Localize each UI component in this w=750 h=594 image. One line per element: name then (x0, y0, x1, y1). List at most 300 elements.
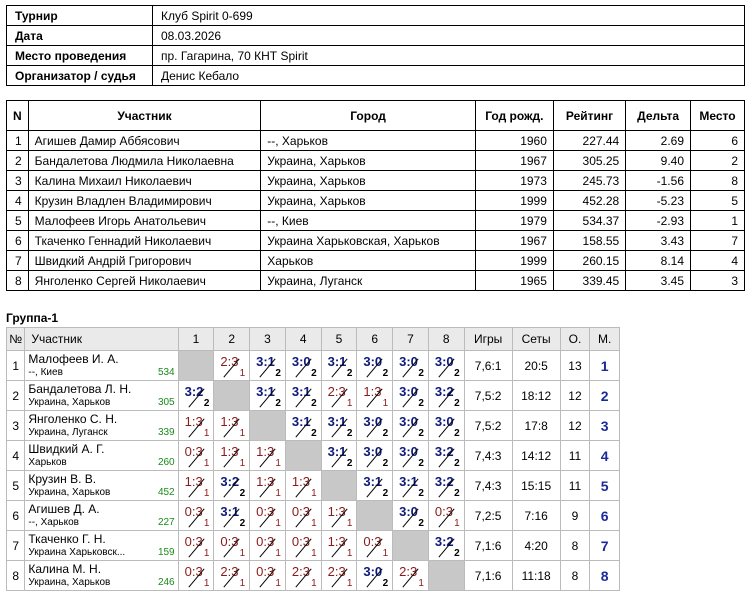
match-points: 1 (275, 548, 281, 559)
match-score: 2:3 (327, 384, 346, 399)
match-score-cell (178, 501, 214, 531)
player-name: Швидкий А. Г. (28, 442, 105, 456)
match-points: 2 (239, 518, 246, 529)
participant-cell: Украина Харьковская, Харьков (261, 231, 476, 251)
group-row-number: 3 (7, 411, 25, 441)
match-score: 3:1 (363, 474, 383, 489)
player-name: Янголенко С. Н. (28, 412, 118, 426)
match-score: 2:3 (327, 564, 346, 579)
match-score: 1:3 (184, 474, 203, 489)
match-score: 0:3 (291, 534, 310, 549)
group-header-cell: 3 (250, 328, 286, 351)
participant-cell: Бандалетова Людмила Николаевна (28, 151, 261, 171)
table-row (7, 411, 620, 441)
group-row-number: 7 (7, 531, 25, 561)
player-city: --, Харьков (28, 517, 79, 528)
group-header-cell: № (7, 328, 25, 351)
group-points: 11 (560, 471, 590, 501)
group-row-number: 1 (7, 351, 25, 381)
player-city: Харьков (28, 457, 67, 468)
match-score-cell (214, 441, 250, 471)
match-score-cell (357, 531, 393, 561)
participants-header-cell: Рейтинг (553, 101, 625, 131)
match-score: 3:0 (399, 354, 418, 369)
match-score: 2:3 (220, 564, 239, 579)
participant-cell: 4 (7, 191, 29, 211)
player-rating: 305 (157, 397, 175, 408)
match-points: 2 (275, 398, 281, 409)
match-points: 1 (203, 518, 210, 529)
participant-cell: Агишев Дамир Аббясович (28, 131, 261, 151)
participant-cell: Швидкий Андрій Григорович (28, 251, 261, 271)
match-score: 3:0 (363, 564, 383, 579)
group-points: 8 (560, 561, 590, 591)
match-score: 3:1 (291, 384, 311, 399)
group-games: 7,2:5 (464, 501, 512, 531)
participant-cell: 158.55 (553, 231, 625, 251)
match-score-cell (393, 351, 429, 381)
match-score: 3:1 (327, 444, 347, 459)
match-score: 3:0 (399, 384, 418, 399)
participant-cell: 5 (691, 191, 745, 211)
match-points: 1 (346, 578, 353, 589)
match-score: 0:3 (434, 504, 453, 519)
group-sets: 7:16 (512, 501, 560, 531)
group-header-row (7, 328, 620, 351)
player-name: Калина М. Н. (28, 562, 102, 576)
group-player (25, 471, 178, 501)
match-score: 3:2 (434, 444, 454, 459)
participant-cell: 1 (691, 211, 745, 231)
match-score: 1:3 (256, 444, 275, 459)
group-points: 12 (560, 381, 590, 411)
diagonal-cell (393, 531, 429, 561)
participant-cell: 2.69 (626, 131, 691, 151)
match-points: 1 (311, 488, 317, 499)
match-score-cell (214, 531, 250, 561)
group-sets: 11:18 (512, 561, 560, 591)
group-games: 7,1:6 (464, 561, 512, 591)
match-points: 2 (454, 428, 460, 439)
match-score: 3:0 (363, 444, 383, 459)
group-games: 7,4:3 (464, 471, 512, 501)
participant-cell: Малофеев Игорь Анатольевич (28, 211, 261, 231)
participant-cell: 3 (691, 271, 745, 291)
group-header-cell: Игры (464, 328, 512, 351)
participant-cell: 2 (691, 151, 745, 171)
match-points: 2 (346, 368, 353, 379)
group-sets: 18:12 (512, 381, 560, 411)
match-score: 1:3 (220, 414, 239, 429)
table-row (7, 211, 745, 231)
diagonal-cell (285, 441, 321, 471)
match-score: 0:3 (184, 564, 203, 579)
player-name: Бандалетова Л. Н. (28, 382, 132, 396)
match-points: 1 (311, 548, 317, 559)
participant-cell: 227.44 (553, 131, 625, 151)
match-points: 2 (311, 398, 317, 409)
player-city: Украина, Луганск (28, 427, 108, 438)
info-key: Организатор / судья (7, 66, 153, 86)
group-player (25, 411, 178, 441)
match-score-cell (285, 411, 321, 441)
group-games: 7,5:2 (464, 381, 512, 411)
group-games: 7,4:3 (464, 441, 512, 471)
player-city: Украина, Харьков (28, 397, 111, 408)
table-row (7, 561, 620, 591)
table-row (7, 381, 620, 411)
group-header-cell: 6 (357, 328, 393, 351)
participant-cell: 9.40 (626, 151, 691, 171)
match-points: 2 (239, 488, 246, 499)
match-score: 3:0 (399, 504, 418, 519)
participants-table (6, 100, 745, 291)
match-points: 1 (382, 398, 389, 409)
participant-cell: 1973 (475, 171, 553, 191)
match-points: 1 (346, 518, 353, 529)
info-row (7, 66, 745, 86)
match-points: 2 (382, 428, 389, 439)
participant-cell: 4 (691, 251, 745, 271)
match-points: 1 (239, 368, 246, 379)
info-key: Турнир (7, 6, 153, 26)
match-score-cell (285, 381, 321, 411)
player-meta (28, 577, 174, 589)
match-score-cell (321, 531, 357, 561)
group-points: 8 (560, 531, 590, 561)
match-score: 0:3 (256, 504, 275, 519)
participants-header-cell: Участник (28, 101, 261, 131)
match-score-cell (428, 501, 464, 531)
table-row (7, 191, 745, 211)
match-points: 1 (239, 428, 246, 439)
participant-cell: 6 (691, 131, 745, 151)
match-score-cell (214, 471, 250, 501)
match-score-cell (178, 441, 214, 471)
participant-cell: 1979 (475, 211, 553, 231)
group-games: 7,1:6 (464, 531, 512, 561)
participant-cell: 534.37 (553, 211, 625, 231)
match-score-cell (393, 561, 429, 591)
table-row (7, 441, 620, 471)
match-score-cell (357, 561, 393, 591)
match-points: 1 (454, 518, 460, 529)
match-score: 2:3 (291, 564, 310, 579)
participants-header-cell: Город (261, 101, 476, 131)
match-score: 3:0 (363, 354, 383, 369)
player-name: Ткаченко Г. Н. (28, 532, 106, 546)
match-score-cell (357, 441, 393, 471)
match-score-cell (214, 561, 250, 591)
match-score: 3:2 (184, 384, 204, 399)
player-meta (28, 427, 174, 439)
match-points: 1 (203, 428, 210, 439)
match-score-cell (428, 531, 464, 561)
match-points: 1 (203, 548, 210, 559)
participant-cell: 1999 (475, 251, 553, 271)
info-value: Клуб Spirit 0-699 (153, 6, 745, 26)
group-header-cell: 7 (393, 328, 429, 351)
table-row (7, 501, 620, 531)
participant-cell: 8 (7, 271, 29, 291)
match-points: 1 (203, 578, 210, 589)
group-player (25, 561, 178, 591)
match-score-cell (285, 351, 321, 381)
participants-header-cell: N (7, 101, 29, 131)
participants-header-row (7, 101, 745, 131)
match-points: 2 (311, 368, 317, 379)
match-score-cell (357, 471, 393, 501)
participant-cell: Крузин Владлен Владимирович (28, 191, 261, 211)
match-score-cell (428, 411, 464, 441)
match-points: 2 (418, 488, 424, 499)
match-score: 1:3 (220, 444, 239, 459)
group-place: 3 (590, 411, 620, 441)
match-score-cell (357, 381, 393, 411)
match-points: 1 (346, 548, 353, 559)
match-points: 2 (418, 458, 424, 469)
info-row (7, 26, 745, 46)
participant-cell: -1.56 (626, 171, 691, 191)
match-points: 2 (454, 488, 460, 499)
participant-cell: Харьков (261, 251, 476, 271)
player-meta (28, 517, 174, 529)
match-score: 1:3 (327, 534, 346, 549)
match-score: 3:1 (220, 504, 240, 519)
participant-cell: 3.43 (626, 231, 691, 251)
match-score: 3:2 (220, 474, 240, 489)
match-points: 1 (239, 578, 246, 589)
player-rating: 534 (157, 367, 175, 378)
group-row-number: 5 (7, 471, 25, 501)
match-points: 1 (311, 578, 317, 589)
participants-header-cell: Год рожд. (475, 101, 553, 131)
group-player (25, 501, 178, 531)
table-row (7, 151, 745, 171)
group-player (25, 441, 178, 471)
match-score-cell (250, 381, 286, 411)
match-score-cell (250, 501, 286, 531)
match-score-cell (393, 471, 429, 501)
player-rating: 260 (157, 457, 175, 468)
match-score-cell (393, 441, 429, 471)
match-points: 1 (382, 548, 389, 559)
match-score-cell (321, 441, 357, 471)
match-score-cell (393, 381, 429, 411)
match-points: 2 (382, 578, 389, 589)
match-score-cell (357, 411, 393, 441)
group-place: 8 (590, 561, 620, 591)
group-player (25, 351, 178, 381)
match-score-cell (321, 501, 357, 531)
match-points: 2 (454, 458, 460, 469)
match-score: 3:1 (256, 384, 275, 399)
player-city: Украина, Харьков (28, 487, 111, 498)
participant-cell: 3 (7, 171, 29, 191)
match-score-cell (178, 561, 214, 591)
match-points: 1 (203, 458, 210, 469)
diagonal-cell (321, 471, 357, 501)
participant-cell: Украина, Луганск (261, 271, 476, 291)
match-points: 2 (418, 428, 424, 439)
match-score: 3:0 (434, 414, 454, 429)
diagonal-cell (178, 351, 214, 381)
match-score: 3:1 (399, 474, 418, 489)
participant-cell: 305.25 (553, 151, 625, 171)
match-points: 1 (418, 578, 424, 589)
match-score: 0:3 (256, 564, 275, 579)
match-points: 1 (275, 518, 281, 529)
table-row (7, 251, 745, 271)
match-score-cell (285, 531, 321, 561)
participant-cell: 7 (7, 251, 29, 271)
match-points: 1 (275, 458, 281, 469)
group-points: 13 (560, 351, 590, 381)
info-key: Место проведения (7, 46, 153, 66)
match-points: 2 (418, 398, 424, 409)
info-key: Дата (7, 26, 153, 46)
group-header-cell: Сеты (512, 328, 560, 351)
table-row (7, 471, 620, 501)
group-sets: 20:5 (512, 351, 560, 381)
match-score-cell (428, 441, 464, 471)
player-meta (28, 367, 174, 379)
table-row (7, 231, 745, 251)
group-place: 1 (590, 351, 620, 381)
match-points: 1 (346, 398, 353, 409)
participant-cell: 245.73 (553, 171, 625, 191)
tournament-info-table (6, 5, 745, 86)
group-place: 4 (590, 441, 620, 471)
player-rating: 452 (157, 487, 175, 498)
match-score: 3:1 (327, 414, 347, 429)
match-points: 2 (346, 428, 353, 439)
info-row (7, 6, 745, 26)
group-row-number: 8 (7, 561, 25, 591)
participant-cell: 260.15 (553, 251, 625, 271)
player-meta (28, 397, 174, 409)
group-header-cell: 5 (321, 328, 357, 351)
match-score: 0:3 (256, 534, 275, 549)
match-score-cell (393, 411, 429, 441)
match-score: 3:1 (256, 354, 275, 369)
participant-cell: Украина, Харьков (261, 191, 476, 211)
participants-header-cell: Дельта (626, 101, 691, 131)
diagonal-cell (428, 561, 464, 591)
match-score: 0:3 (184, 444, 203, 459)
participant-cell: 339.45 (553, 271, 625, 291)
match-points: 1 (275, 488, 281, 499)
group-place: 2 (590, 381, 620, 411)
player-rating: 339 (157, 427, 175, 438)
group-header-cell: 8 (428, 328, 464, 351)
match-points: 1 (311, 518, 317, 529)
match-points: 1 (239, 548, 246, 559)
group-player (25, 531, 178, 561)
match-points: 2 (418, 518, 424, 529)
match-score-cell (285, 561, 321, 591)
match-score-cell (357, 351, 393, 381)
group-points: 11 (560, 441, 590, 471)
info-value: пр. Гагарина, 70 КНТ Spirit (153, 46, 745, 66)
match-score-cell (178, 471, 214, 501)
participant-cell: 1967 (475, 151, 553, 171)
participant-cell: 3.45 (626, 271, 691, 291)
match-points: 2 (346, 458, 353, 469)
table-row (7, 531, 620, 561)
match-score-cell (285, 501, 321, 531)
diagonal-cell (214, 381, 250, 411)
participant-cell: 7 (691, 231, 745, 251)
group-row-number: 6 (7, 501, 25, 531)
match-score: 3:0 (399, 444, 418, 459)
match-score-cell (393, 501, 429, 531)
participant-cell: 1960 (475, 131, 553, 151)
participant-cell: 1967 (475, 231, 553, 251)
match-score: 3:2 (434, 474, 454, 489)
participant-cell: 452.28 (553, 191, 625, 211)
match-score-cell (321, 411, 357, 441)
match-score-cell (178, 381, 214, 411)
group-row-number: 2 (7, 381, 25, 411)
match-score: 1:3 (291, 474, 310, 489)
match-score: 2:3 (220, 354, 239, 369)
participant-cell: 1965 (475, 271, 553, 291)
participant-cell: --, Харьков (261, 131, 476, 151)
match-points: 1 (239, 458, 246, 469)
group-place: 6 (590, 501, 620, 531)
diagonal-cell (250, 411, 286, 441)
group-header-cell: М. (590, 328, 620, 351)
match-score-cell (250, 471, 286, 501)
group-points: 12 (560, 411, 590, 441)
match-score: 3:0 (363, 414, 383, 429)
player-city: Украина Харьковск... (28, 547, 126, 558)
group-header-cell: О. (560, 328, 590, 351)
match-points: 2 (382, 368, 389, 379)
group-games: 7,6:1 (464, 351, 512, 381)
match-points: 1 (275, 578, 281, 589)
participant-cell: 5 (7, 211, 29, 231)
group-header-cell: 4 (285, 328, 321, 351)
participant-cell: Украина, Харьков (261, 151, 476, 171)
group-sets: 15:15 (512, 471, 560, 501)
match-score: 3:0 (434, 354, 454, 369)
participant-cell: 8 (691, 171, 745, 191)
table-row (7, 171, 745, 191)
participant-cell: Калина Михаил Николаевич (28, 171, 261, 191)
player-meta (28, 547, 174, 559)
participant-cell: 1999 (475, 191, 553, 211)
player-name: Малофеев И. А. (28, 352, 119, 366)
match-score: 0:3 (220, 534, 239, 549)
participant-cell: Янголенко Сергей Николаевич (28, 271, 261, 291)
table-row (7, 131, 745, 151)
group-row-number: 4 (7, 441, 25, 471)
match-score: 2:3 (399, 564, 418, 579)
match-score: 3:2 (434, 534, 454, 549)
match-score: 3:2 (434, 384, 454, 399)
player-meta (28, 487, 174, 499)
group-header-cell: 1 (178, 328, 214, 351)
diagonal-cell (357, 501, 393, 531)
info-value: Денис Кебало (153, 66, 745, 86)
match-score-cell (214, 501, 250, 531)
participant-cell: 2 (7, 151, 29, 171)
match-points: 2 (382, 488, 389, 499)
match-points: 2 (382, 458, 389, 469)
match-score: 0:3 (363, 534, 382, 549)
